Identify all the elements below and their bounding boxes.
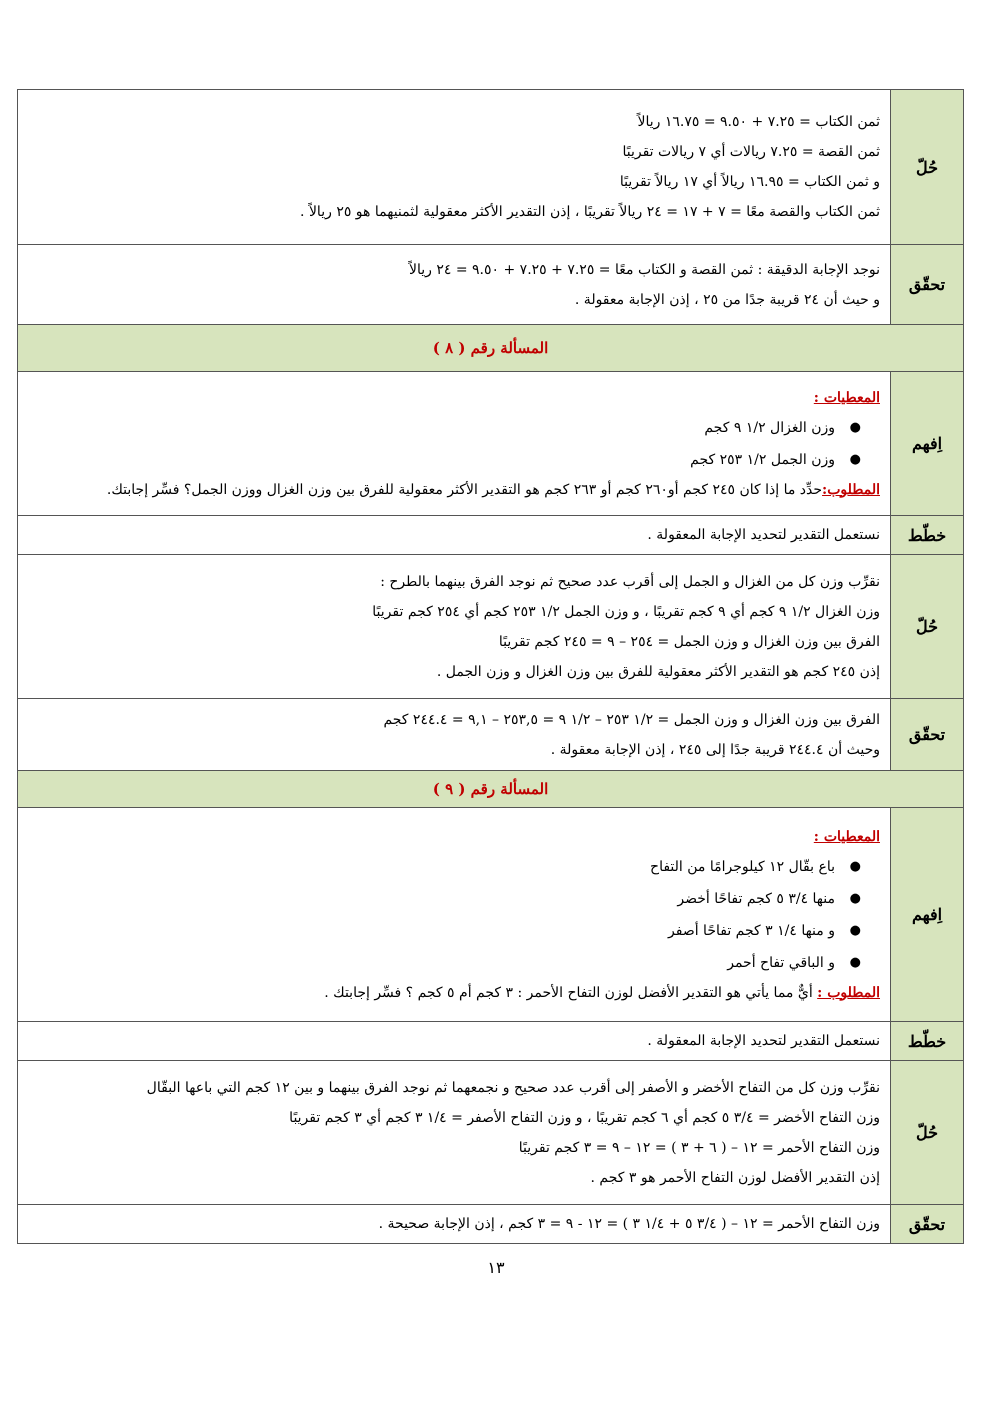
givens-label: المعطيات :	[813, 828, 880, 845]
list-item: ● باع بقّال ١٢ كيلوجرامًا من التفاح	[28, 851, 835, 883]
required-label: المطلوب:	[822, 481, 880, 498]
text-line: و حيث أن ٢٤ قريبة جدًا من ٢٥ ، إذن الإجابة معقولة .	[574, 291, 880, 308]
check-label: تحقّق	[891, 1205, 964, 1244]
plan-content	[18, 516, 891, 555]
check-content	[18, 699, 891, 771]
text-line: ثمن الكتاب والقصة معًا = ٧ + ١٧ = ٢٤ ريالاً تقريبًا ، إذن التقدير الأكثر معقولية لثمنيهما هو ٢٥ ريالاً .	[300, 204, 880, 220]
plan-label: خطّط	[891, 516, 964, 555]
text-line: إذن ٢٤٥ كجم هو التقدير الأكثر معقولية للفرق بين وزن الغزال و وزن الجمل .	[436, 663, 880, 680]
required-label: المطلوب :	[817, 984, 880, 1001]
solve-content	[18, 90, 891, 245]
text-line: نوجد الإجابة الدقيقة : ثمن القصة و الكتاب معًا = ٧.٢٥ + ٧.٢٥ + ٩.٥٠ = ٢٤ ريالاً	[408, 261, 880, 278]
text-line: وزن التفاح الأخضر = ٣/٤ ٥ كجم أي ٦ كجم تقريبًا ، و وزن التفاح الأصفر = ١/٤ ٣ كجم أي ٣ كجم تقريبًا	[289, 1109, 880, 1126]
text-line: ثمن القصة = ٧.٢٥ ريالات أي ٧ ريالات تقريبًا	[622, 144, 880, 160]
text-line: وحيث أن ٢٤٤.٤ قريبة جدًا إلى ٢٤٥ ، إذن الإجابة معقولة .	[550, 741, 880, 758]
text-line: وزن الغزال ١/٢ ٩ كجم أي ٩ كجم تقريبًا ، و وزن الجمل ١/٢ ٢٥٣ كجم أي ٢٥٤ كجم تقريبًا	[372, 603, 880, 620]
problem-9-title: المسألة رقم ( ٩ )	[18, 771, 964, 808]
givens-list	[28, 851, 880, 979]
givens-label: المعطيات :	[813, 389, 880, 406]
givens-list	[28, 412, 880, 476]
check-content	[18, 1205, 891, 1244]
text-line: و ثمن الكتاب = ١٦.٩٥ ريالاً أي ١٧ ريالاً تقريبًا	[619, 174, 880, 190]
required-text: حدِّد ما إذا كان ٢٤٥ كجم أو٢٦٠ كجم أو ٢٦٣ كجم هو التقدير الأكثر معقولية للفرق بين وزن الغزال ووزن الجمل؟ فسِّر إجابتك.	[106, 481, 823, 498]
check-label: تحقّق	[891, 245, 964, 325]
list-item: ● وزن الجمل ١/٢ ٢٥٣ كجم	[28, 444, 835, 476]
list-item: ● منها ٣/٤ ٥ كجم تفاحًا أخضر	[28, 883, 835, 915]
text-line: وزن التفاح الأحمر = ١٢ – ( ٦ + ٣ ) = ١٢ – ٩ = ٣ كجم تقريبًا	[518, 1139, 880, 1156]
solution-table	[17, 89, 964, 1244]
list-item: ● و الباقي تفاح أحمر	[28, 947, 835, 979]
text-line: ثمن الكتاب = ٧.٢٥ + ٩.٥٠ = ١٦.٧٥ ريالاً	[637, 114, 880, 130]
check-content	[18, 245, 891, 325]
list-item: ● و منها ١/٤ ٣ كجم تفاحًا أصفر	[28, 915, 835, 947]
text-line: وزن التفاح الأحمر = ١٢ – ( ٣/٤ ٥ + ١/٤ ٣ ) = ١٢ - ٩ = ٣ كجم ، إذن الإجابة صحيحة .	[378, 1216, 880, 1232]
required-text: أيٌّ مما يأتي هو التقدير الأفضل لوزن التفاح الأحمر : ٣ كجم أم ٥ كجم ؟ فسِّر إجابتك .	[324, 984, 813, 1001]
text-line: نستعمل التقدير لتحديد الإجابة المعقولة .	[647, 527, 880, 543]
plan-content	[18, 1022, 891, 1061]
text-line: نستعمل التقدير لتحديد الإجابة المعقولة .	[647, 1033, 880, 1049]
text-line: إذن التقدير الأفضل لوزن التفاح الأحمر هو ٣ كجم .	[590, 1169, 880, 1186]
solve-label: حُلّ	[891, 555, 964, 699]
text-line: الفرق بين وزن الغزال و وزن الجمل = ١/٢ ٢٥٣ – ١/٢ ٩ = ٢٥٣,٥ – ٩,١ = ٢٤٤.٤ كجم	[383, 711, 880, 728]
page-number: ١٣	[487, 1258, 505, 1277]
text-line: الفرق بين وزن الغزال و وزن الجمل = ٢٥٤ – ٩ = ٢٤٥ كجم تقريبًا	[498, 633, 880, 650]
list-item: ● وزن الغزال ١/٢ ٩ كجم	[28, 412, 835, 444]
understand-label: اِفهم	[891, 372, 964, 516]
understand-content	[18, 808, 891, 1022]
check-label: تحقّق	[891, 699, 964, 771]
problem-8-title: المسألة رقم ( ٨ )	[18, 325, 964, 372]
plan-label: خطّط	[891, 1022, 964, 1061]
solve-content	[18, 1061, 891, 1205]
understand-label: اِفهم	[891, 808, 964, 1022]
solve-label: حُلّ	[891, 1061, 964, 1205]
text-line: نقرِّب وزن كل من الغزال و الجمل إلى أقرب عدد صحيح ثم نوجد الفرق بينهما بالطرح :	[380, 573, 880, 590]
solve-label: حُلّ	[891, 90, 964, 245]
solve-content	[18, 555, 891, 699]
understand-content	[18, 372, 891, 516]
text-line: نقرِّب وزن كل من التفاح الأخضر و الأصفر إلى أقرب عدد صحيح و نجمعهما ثم نوجد الفرق بينهما و بين ١٢ كجم التي باعها البقّال	[146, 1079, 880, 1096]
